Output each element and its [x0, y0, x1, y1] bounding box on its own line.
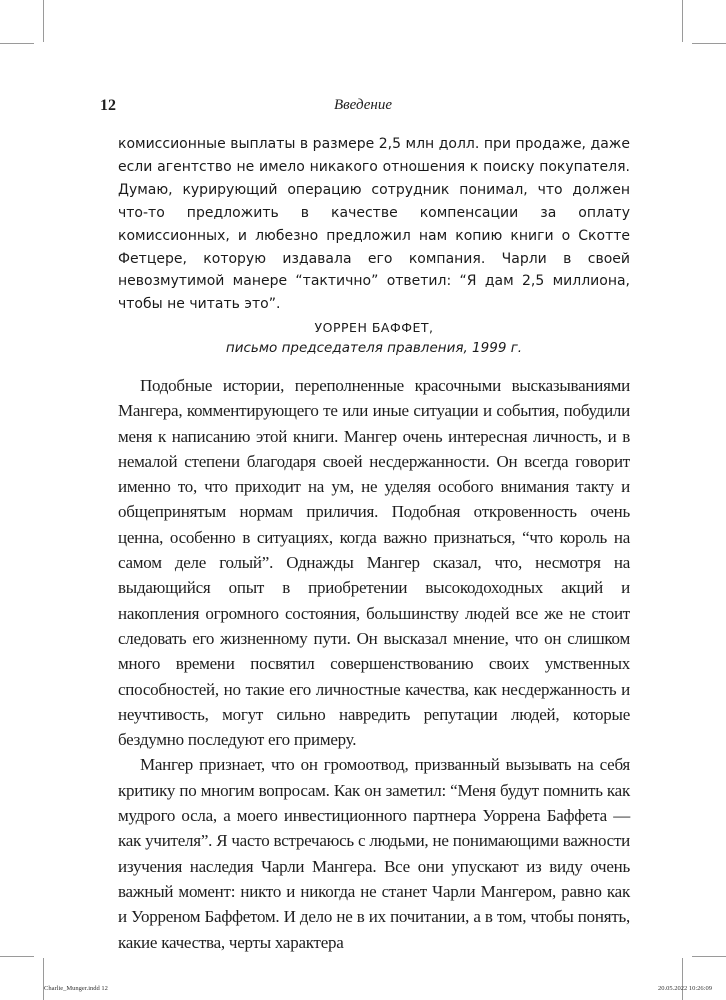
quote-author: УОРРЕН БАФФЕТ,: [314, 320, 434, 335]
crop-mark-right-top: [692, 43, 726, 44]
quote-source: письмо председателя правления, 1999 г.: [225, 340, 523, 356]
file-slug: Charlie_Munger.indd 12: [44, 985, 108, 992]
crop-mark-top-left: [43, 0, 44, 42]
crop-mark-bottom-left: [43, 958, 44, 1000]
print-timestamp: 20.05.2022 10:26:09: [658, 985, 712, 992]
page-number: 12: [100, 97, 116, 114]
crop-mark-left-top: [0, 43, 34, 44]
paragraph: Подобные истории, переполненные красочными высказываниями Мангера, комментирующего те или иные ситуации и события, побудили меня к написанию этой книги. Мангер очень интересная личность, и в немалой степени благодаря своей несдержанности. Он всегда говорит именно то, что приходит на ум, не уделяя особого внимания такту и общепринятым нормам приличия. Подобная откровенность очень ценна, особенно в ситуациях, когда важно признаться, “что король на самом деле голый”. Однажды Мангер сказал, что, несмотря на выдающийся опыт в приобретении высокодоходных акций и накопления огромного состояния, большинству людей все же не стоит следовать его жизненному пути. Он высказал мнение, что он слишком много времени посвятил совершенствованию своих умственных способностей, но такие его личностные качества, как несдержанность и неучтивость, могут сильно навредить репутации людей, которые бездумно последуют его примеру.: [118, 376, 630, 750]
crop-mark-left-bottom: [0, 956, 34, 957]
paragraph: Мангер признает, что он громоотвод, призванный вызывать на себя критику по многим вопросам. Как он заметил: “Меня будут помнить как мудрого осла, а моего инвестиционного партнера Уоррена Баффета — как учителя”. Я часто встречаюсь с людьми, не понимающими важности изучения наследия Чарли Мангера. Все они упускают из виду очень важный момент: никто и никогда не станет Чарли Мангером, равно как и Уорреном Баффетом. И дело не в их почитании, а в том, чтобы понять, какие качества, черты характера: [118, 755, 630, 952]
quote-text: комиссионные выплаты в размере 2,5 млн долл. при продаже, даже если агентство не имело никакого отношения к поиску покупателя. Думаю, курирующий операцию сотрудник понимал, что должен что-то предложить в качестве компенсации за оплату комиссионных, и любезно предложил нам копию книги о Скотте Фетцере, которую издавала его компания. Чарли в своей невозмутимой манере “тактично” ответил: “Я дам 2,5 миллиона, чтобы не читать это”.: [118, 136, 630, 313]
crop-mark-right-bottom: [692, 956, 726, 957]
crop-mark-bottom-right: [682, 958, 683, 1000]
running-head: Введение: [334, 97, 392, 113]
epigraph-quote: [118, 133, 630, 316]
body-text: [118, 373, 630, 955]
quote-attribution: [118, 317, 630, 359]
crop-mark-top-right: [682, 0, 683, 42]
